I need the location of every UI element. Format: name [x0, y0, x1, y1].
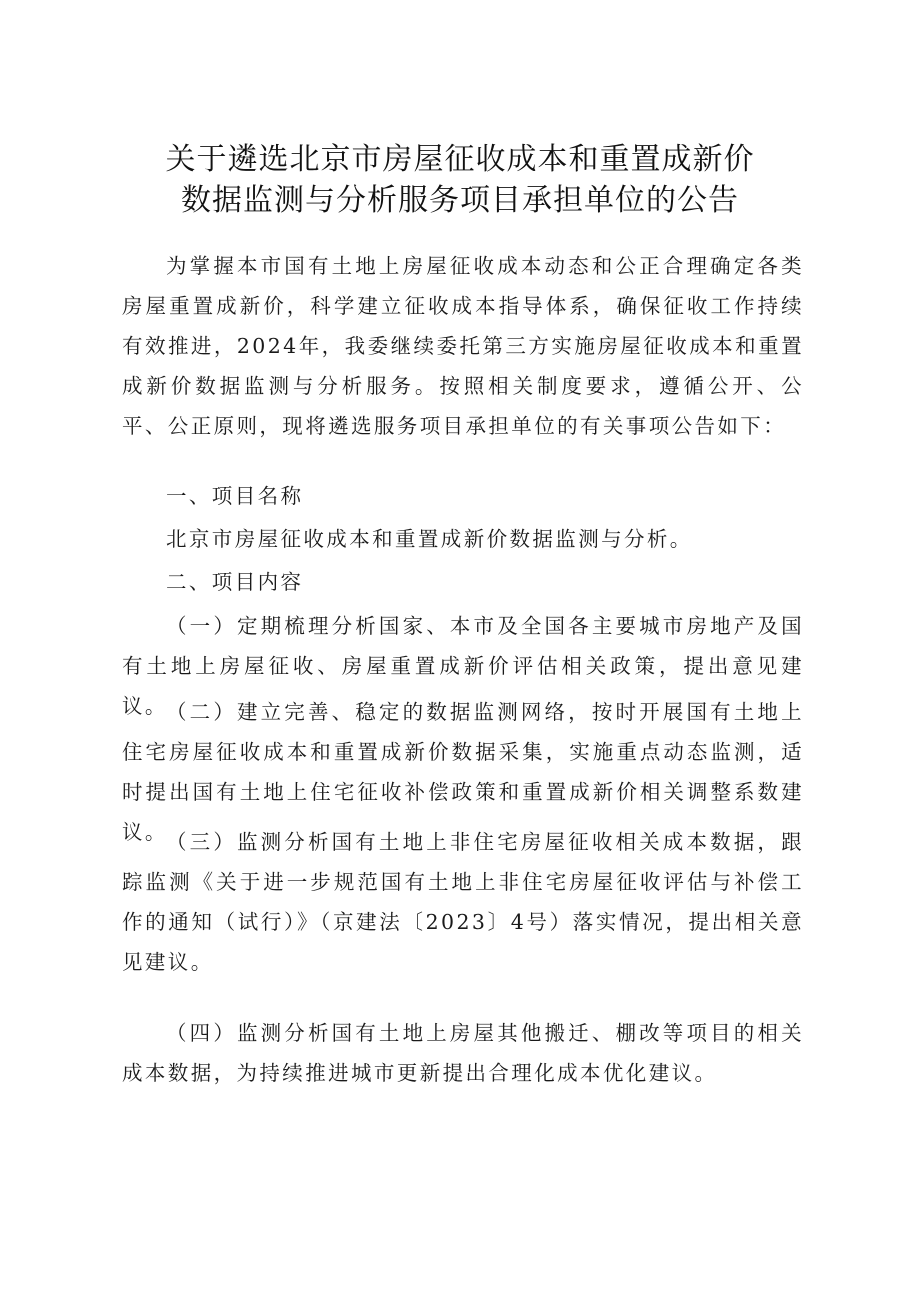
section-1-heading: 一、项目名称 [166, 484, 304, 508]
section-1-body: 北京市房屋征收成本和重置成新价数据监测与分析。 [166, 527, 693, 551]
content-item-2: （二）建立完善、稳定的数据监测网络，按时开展国有土地上住宅房屋征收成本和重置成新价数据采集，实施重点动态监测，适时提出国有土地上住宅征收补偿政策和重置成新价相关调整系数建议。 [122, 700, 804, 844]
document-title-line-2: 数据监测与分析服务项目承担单位的公告 [181, 183, 739, 218]
section-2-heading: 二、项目内容 [166, 570, 304, 594]
content-item-4: （四）监测分析国有土地上房屋其他搬迁、棚改等项目的相关成本数据，为持续推进城市更新提出合理化成本优化建议。 [122, 1021, 804, 1085]
intro-paragraph: 为掌握本市国有土地上房屋征收成本动态和公正合理确定各类房屋重置成新价，科学建立征收成本指导体系，确保征收工作持续有效推进，2024年，我委继续委托第三方实施房屋征收成本和重置成新价数据监测与分析服务。按照相关制度要求，遵循公开、公平、公正原则，现将遴选服务项目承担单位的有关事项公告如下： [122, 254, 804, 438]
content-item-1: （一）定期梳理分析国家、本市及全国各主要城市房地产及国有土地上房屋征收、房屋重置成新价评估相关政策，提出意见建议。 [122, 614, 804, 718]
document-title-line-1: 关于遴选北京市房屋征收成本和重置成新价 [165, 142, 755, 177]
content-item-3: （三）监测分析国有土地上非住宅房屋征收相关成本数据，跟踪监测《关于进一步规范国有土地上非住宅房屋征收评估与补偿工作的通知（试行）》（京建法〔2023〕4号）落实情况，提出相关意见建议。 [122, 830, 804, 974]
